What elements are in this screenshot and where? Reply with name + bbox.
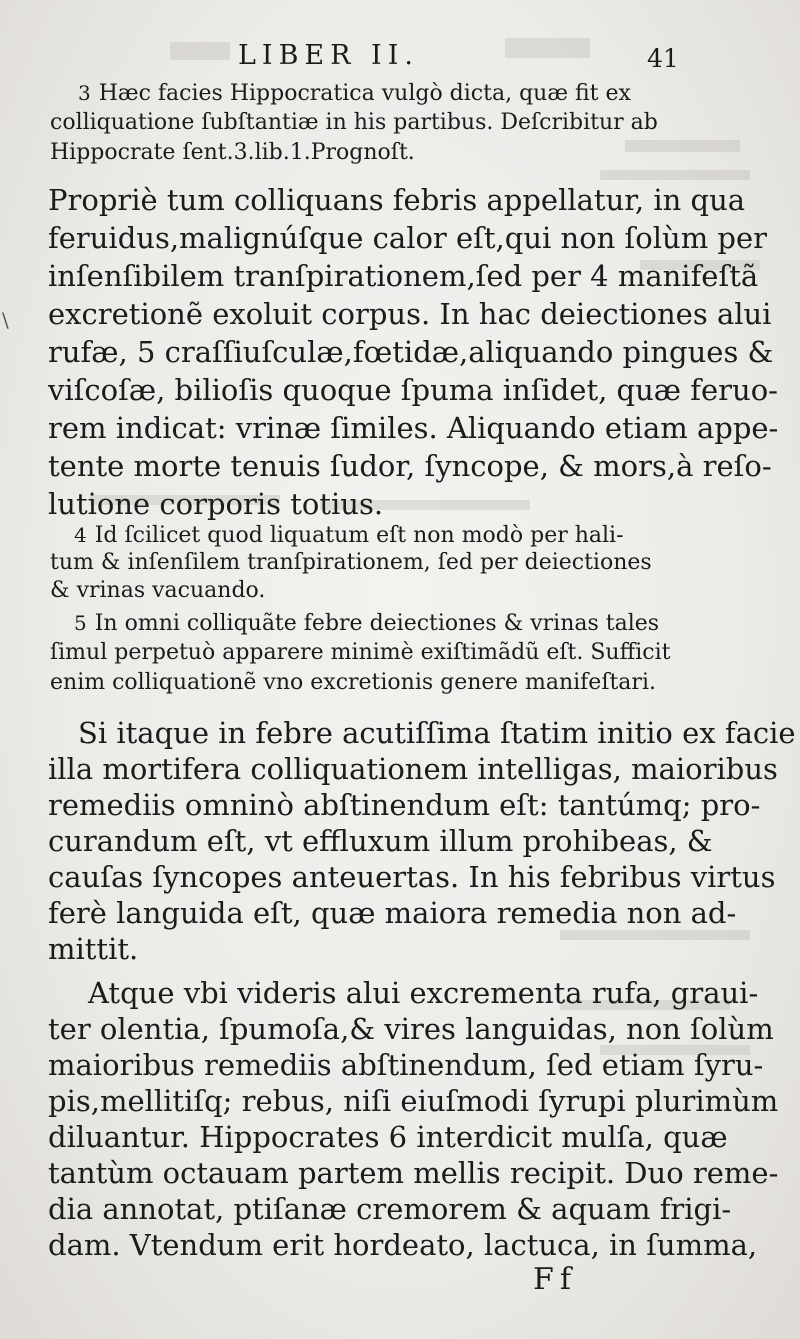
note-line: 5 In omni colliquãte febre deiectiones & vrinas tales (74, 611, 660, 636)
text-line: diluantur. Hippocrates 6 interdicit mulſa, quæ (48, 1120, 728, 1154)
note-line: Hippocrate ſent.3.lib.1.Prognoſt. (50, 140, 415, 165)
text-line: rem indicat: vrinæ ſimiles. Aliquando etiam appe- (48, 411, 779, 445)
running-title: LIBER II. (238, 40, 419, 71)
note-line: ſimul perpetuò apparere minimè exiſtimãdũ eſt. Sufficit (50, 640, 671, 665)
text-line: Propriè tum colliquans febris appellatur, in qua (48, 183, 746, 217)
page-header (0, 40, 800, 76)
text-line: mittit. (48, 932, 139, 966)
text-line: Si itaque in febre acutiſſima ſtatim initio ex facie (78, 716, 796, 750)
note-marker-3: 3 (78, 81, 91, 105)
text-line: remediis omninò abſtinendum eſt: tantúmq; pro- (48, 788, 761, 822)
text-line: ter olentia, ſpumoſa,& vires languidas, non ſolùm (48, 1012, 774, 1046)
text-line: Atque vbi videris alui excrementa rufa, graui- (88, 976, 759, 1010)
text-line: cauſas ſyncopes anteuertas. In his febribus virtus (48, 860, 776, 894)
signature-mark: Ff (533, 1262, 577, 1297)
note-line: colliquatione ſubſtantiæ in his partibus. Deſcribitur ab (50, 110, 658, 135)
text-line: tente morte tenuis ſudor, ſyncope, & mors,à reſo- (48, 449, 772, 483)
text-line: pis,mellitiſq; rebus, niſi eiuſmodi ſyrupi plurimùm (48, 1084, 779, 1118)
paragraph-3 (0, 975, 800, 1271)
text-line: rufæ, 5 craſſiuſculæ,fœtidæ,aliquando pingues & (48, 335, 774, 369)
note-line: & vrinas vacuando. (50, 578, 266, 603)
text-line: illa mortifera colliquationem intelligas, maioribus (48, 752, 778, 786)
page-number: 41 (647, 44, 679, 73)
text-line: maioribus remediis abſtinendum, ſed etiam ſyru- (48, 1048, 764, 1082)
text-line: feruidus,malignúſque calor eſt,qui non ſolùm per (48, 221, 767, 255)
note-marker-5: 5 (74, 611, 87, 635)
paragraph-1 (0, 182, 800, 522)
text-line: excretionẽ exoluit corpus. In hac deiectiones alui (48, 297, 772, 331)
paragraph-2 (0, 715, 800, 977)
note-line: 3 Hæc facies Hippocratica vulgò dicta, quæ fit ex (78, 81, 631, 106)
note-3 (0, 80, 800, 172)
note-line: enim colliquationẽ vno excretionis genere manifeſtari. (50, 670, 656, 695)
note-line: tum & inſenſilem tranſpirationem, ſed per deiectiones (50, 550, 652, 575)
text-line: tantùm octauam partem mellis recipit. Duo reme- (48, 1156, 779, 1190)
note-5 (0, 610, 800, 700)
note-marker-4: 4 (74, 523, 87, 547)
text-line: curandum eſt, vt effluxum illum prohibeas, & (48, 824, 713, 858)
note-line: 4 Id ſcilicet quod liquatum eſt non modò per hali- (74, 523, 624, 548)
text-line: dia annotat, ptiſanæ cremorem & aquam frigi- (48, 1192, 732, 1226)
text-line: viſcoſæ, bilioſis quoque ſpuma inſidet, quæ feruo- (48, 373, 778, 407)
text-line: dam. Vtendum erit hordeato, lactuca, in ſumma, (48, 1228, 758, 1262)
text-line: inſenſibilem tranſpirationem,ſed per 4 manifeſtã (48, 259, 759, 293)
note-4 (0, 522, 800, 608)
margin-mark: \ (2, 308, 9, 332)
text-line: lutione corporis totius. (48, 487, 384, 521)
text-line: ferè languida eſt, quæ maiora remedia non ad- (48, 896, 737, 930)
